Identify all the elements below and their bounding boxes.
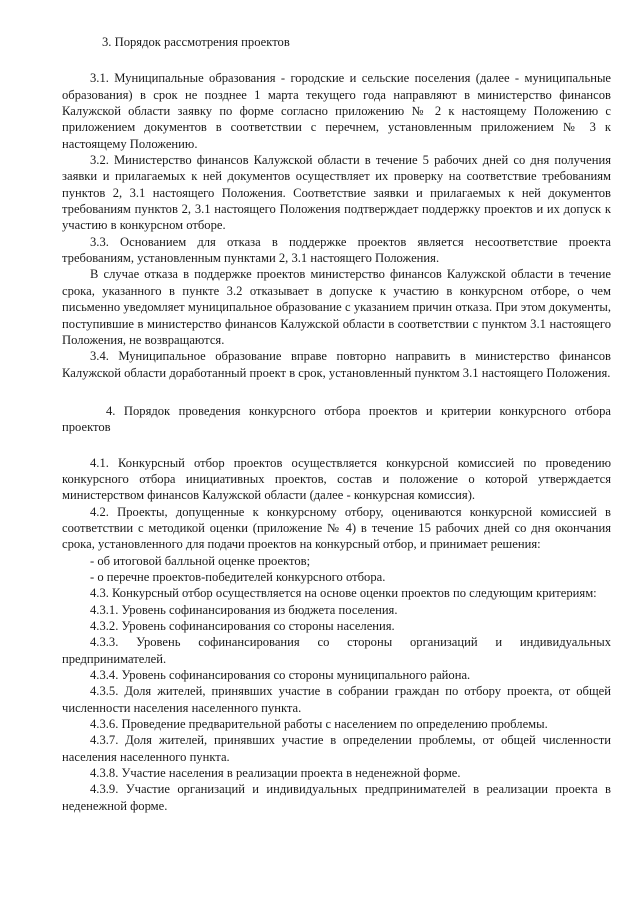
section-4-heading: 4. Порядок проведения конкурсного отбора проектов и критерии конкурсного отбора проектов: [62, 403, 611, 435]
criterion-4-3-4: 4.3.4. Уровень софинансирования со стороны муниципального района.: [90, 668, 471, 683]
paragraph-3-3-refusal: В случае отказа в поддержке проектов министерство финансов Калужской области в течение срока, указанного в пункте 3.2 отказывает в допуске к участию в конкурсном отборе, о чем письменно уведомляет муниципальное образование с указанием причин отказа. При этом документы, поступившие в министерство финансов Калужской области в соответствии с пунктом 3.1 настоящего Положения, не возвращаются.: [62, 267, 611, 347]
criterion-4-3-7: 4.3.7. Доля жителей, принявших участие в определении проблемы, от общей численности населения населенного пункта.: [62, 733, 611, 764]
paragraph-4-2: 4.2. Проекты, допущенные к конкурсному отбору, оцениваются конкурсной комиссией в соответствии с методикой оценки (приложение № 4) в течение 15 рабочих дней со дня окончания срока, установленного для подачи проектов на конкурсный отбор, и принимает решения:: [62, 504, 611, 552]
paragraph-3-3: 3.3. Основанием для отказа в поддержке проектов является несоответствие проекта требованиям, установленным пунктами 2, 3.1 настоящего Положения.: [62, 234, 611, 266]
paragraph-3-4: 3.4. Муниципальное образование вправе повторно направить в министерство финансов Калужской области доработанный проект в срок, установленный пунктом 3.1 настоящего Положения.: [62, 349, 611, 380]
decision-item: - о перечне проектов-победителей конкурсного отбора.: [90, 569, 386, 584]
paragraph-4-3: 4.3. Конкурсный отбор осуществляется на основе оценки проектов по следующим критериям:: [90, 586, 597, 601]
criterion-4-3-6: 4.3.6. Проведение предварительной работы с населением по определению проблемы.: [90, 717, 548, 732]
criterion-4-3-3: 4.3.3. Уровень софинансирования со стороны организаций и индивидуальных предпринимателей.: [62, 635, 611, 666]
criterion-4-3-5: 4.3.5. Доля жителей, принявших участие в собрании граждан по отбору проекта, от общей численности населения населенного пункта.: [62, 684, 611, 715]
paragraph-3-2: 3.2. Министерство финансов Калужской области в течение 5 рабочих дней со дня получения заявки и прилагаемых к ней документов осуществляет их проверку на соответствие требованиям пунктов 2, 3.1 настоящего Положения. Соответствие заявки и прилагаемых к ней документов требованиям пунктов 2, 3.1 настоящего Положения подтверждает поддержку проектов и их допуск к участию в конкурсном отборе.: [62, 153, 611, 233]
paragraph-4-1: 4.1. Конкурсный отбор проектов осуществляется конкурсной комиссией по проведению конкурсного отбора инициативных проектов, состав и положение о которой утверждается министерством финансов Калужской области (далее - конкурсная комиссия).: [62, 455, 611, 503]
criterion-4-3-9: 4.3.9. Участие организаций и индивидуальных предпринимателей в реализации проекта в неденежной форме.: [62, 782, 611, 813]
criterion-4-3-8: 4.3.8. Участие населения в реализации проекта в неденежной форме.: [90, 766, 461, 781]
paragraph-3-1: 3.1. Муниципальные образования - городские и сельские поселения (далее - муниципальные образования) в срок не позднее 1 марта текущего года направляют в министерство финансов Калужской области заявку по форме согласно приложению № 2 к настоящему Положению с приложением документов в соответствии с перечнем, установленным приложением № 3 к настоящему Положению.: [62, 71, 611, 151]
document-body: [62, 34, 611, 814]
criterion-4-3-1: 4.3.1. Уровень софинансирования из бюджета поселения.: [90, 602, 398, 617]
decision-item: - об итоговой балльной оценке проектов;: [90, 553, 311, 568]
section-3-heading: 3. Порядок рассмотрения проектов: [102, 35, 290, 49]
criterion-4-3-2: 4.3.2. Уровень софинансирования со стороны населения.: [90, 619, 395, 633]
